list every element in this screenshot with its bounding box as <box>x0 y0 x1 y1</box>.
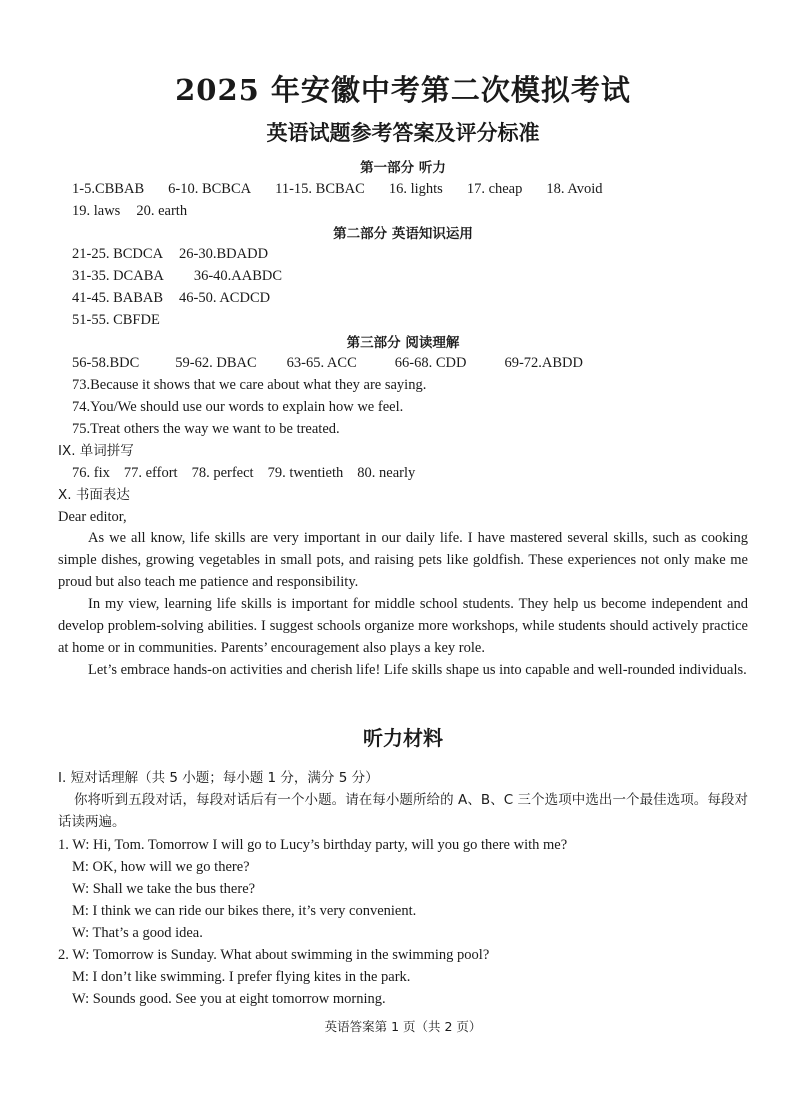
dialogue-line: 2. W: Tomorrow is Sunday. What about swimming in the swimming pool? <box>58 947 490 963</box>
part2-answers-row1 <box>72 245 292 263</box>
answer-75: 75.Treat others the way we want to be treated. <box>72 421 340 437</box>
dialogue-line: W: That’s a good idea. <box>72 925 203 941</box>
answer-item: 76. fix <box>72 465 110 481</box>
essay-paragraph-2: In my view, learning life skills is important for middle school students. They help us become independent and develop problem-solving abilities. I suggest schools organize more workshops, while students should actively practice at home or in communities. Parents’ encouragement also plays a key role. <box>58 596 748 656</box>
answer-item: 19. laws <box>72 203 121 219</box>
answer-item: 78. perfect <box>191 465 254 481</box>
answer-item: 20. earth <box>136 203 188 219</box>
answer-item: 6-10. BCBCA <box>168 181 252 197</box>
part9-answers <box>72 464 439 482</box>
answer-item: 56-58.BDC <box>72 355 140 371</box>
dialogue-line: M: OK, how will we go there? <box>72 859 250 875</box>
answer-item: 79. twentieth <box>267 465 344 481</box>
listening-heading: 听力材料 <box>363 726 443 750</box>
answer-item: 18. Avoid <box>546 181 603 197</box>
dialogue-line: M: I don’t like swimming. I prefer flying kites in the park. <box>72 969 411 985</box>
answer-item: 26-30.BDADD <box>179 246 269 262</box>
dialogue-line: M: I think we can ride our bikes there, it’s very convenient. <box>72 903 417 919</box>
part2-answers-row2 <box>72 267 306 285</box>
dialogue-line: W: Sounds good. See you at eight tomorrow morning. <box>72 991 386 1007</box>
page-title: 2025 年安徽中考第二次模拟考试 <box>175 73 631 107</box>
answer-item: 1-5.CBBAB <box>72 181 145 197</box>
part2-answers-row3 <box>72 289 294 307</box>
answer-item: 46-50. ACDCD <box>179 290 271 306</box>
part10-heading: X. 书面表达 <box>58 487 130 503</box>
part1-answers-row2 <box>72 202 211 220</box>
answer-item: 17. cheap <box>466 181 523 197</box>
part1-heading: 第一部分 听力 <box>360 160 446 176</box>
part2-answers-row4 <box>72 311 184 329</box>
answer-item: 80. nearly <box>357 465 416 481</box>
answer-item: 41-45. BABAB <box>72 290 164 306</box>
answer-item: 21-25. BCDCA <box>72 246 164 262</box>
part3-answers-row1 <box>72 354 607 372</box>
answer-item: 16. lights <box>388 181 443 197</box>
answer-item: 66-68. CDD <box>394 355 467 371</box>
part2-heading: 第二部分 英语知识运用 <box>333 226 473 242</box>
dialogue-line: 1. W: Hi, Tom. Tomorrow I will go to Lucy’s birthday party, will you go there with me? <box>58 837 568 853</box>
answer-item: 77. effort <box>123 465 178 481</box>
answer-item: 69-72.ABDD <box>504 355 583 371</box>
listening-instruction: 你将听到五段对话，每段对话后有一个小题。请在每小题所给的 A、B、C 三个选项中选出一个最佳选项。每段对话读两遍。 <box>58 792 748 830</box>
part3-heading: 第三部分 阅读理解 <box>346 335 460 351</box>
essay-salutation: Dear editor, <box>58 509 127 525</box>
dialogue-line: W: Shall we take the bus there? <box>72 881 256 897</box>
answer-item: 63-65. ACC <box>286 355 357 371</box>
part1-answers-row1 <box>72 180 627 198</box>
answer-item: 11-15. BCBAC <box>275 181 365 197</box>
answer-item: 36-40.AABDC <box>193 268 283 284</box>
answer-item: 31-35. DCABA <box>72 268 164 284</box>
page-subtitle: 英语试题参考答案及评分标准 <box>266 121 540 145</box>
part9-heading: IX. 单词拼写 <box>58 443 134 459</box>
essay-paragraph-1: As we all know, life skills are very important in our daily life. I have mastered several skills, such as cooking simple dishes, growing vegetables in small pots, and raising pets like goldfish. These experiences not only make me proud but also teach me patience and responsibility. <box>58 530 748 590</box>
essay-paragraph-3: Let’s embrace hands-on activities and cherish life! Life skills shape us into capable and well-rounded individuals. <box>88 662 747 678</box>
page-footer: 英语答案第 1 页（共 2 页） <box>324 1019 482 1034</box>
answer-73: 73.Because it shows that we care about what they are saying. <box>72 377 427 393</box>
answer-item: 59-62. DBAC <box>175 355 257 371</box>
listening-section1-heading: I. 短对话理解（共 5 小题；每小题 1 分，满分 5 分） <box>58 770 379 786</box>
answer-74: 74.You/We should use our words to explain how we feel. <box>72 399 404 415</box>
answer-item: 51-55. CBFDE <box>72 312 160 328</box>
